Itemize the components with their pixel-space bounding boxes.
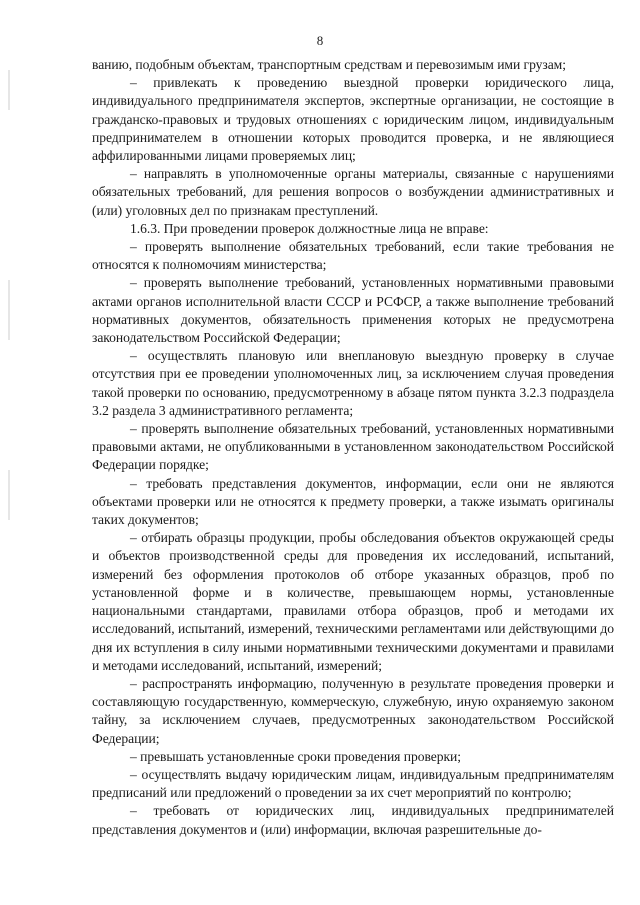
paragraph: – проверять выполнение требований, установленных нормативными правовыми актами органов исполнительной власти СССР и РСФСР, а также выполнение требований нормативных документов, обязательность применения которых не предусмотрена законодательством Российской Федерации; (92, 275, 614, 346)
scan-margin-artifact (8, 70, 10, 110)
scan-margin-artifact (8, 280, 10, 340)
paragraph: – привлекать к проведению выездной проверки юридического лица, индивидуального предпринимателя экспертов, экспертные организации, не состоящие в гражданско-правовых и трудовых отношениях с юридическим лицом, индивидуальным предпринимателем в отношении которых проводится проверка, и не являющиеся аффилированными лицами проверяемых лиц; (92, 75, 614, 164)
body-text (92, 56, 614, 839)
paragraph: – проверять выполнение обязательных требований, если такие требования не относятся к полномочиям министерства; (92, 239, 614, 273)
paragraph: – требовать от юридических лиц, индивидуальных предпринимателей представления документов и (или) информации, включая разрешительные до- (92, 803, 614, 837)
paragraph: ванию, подобным объектам, транспортным средствам и перевозимым ими грузам; (92, 57, 566, 72)
paragraph: – отбирать образцы продукции, пробы обследования объектов окружающей среды и объектов производственной среды для проведения их исследований, испытаний, измерений без оформления протоколов об отборе указанных образцов, проб по установленной форме и в количестве, превышающем нормы, установленные национальными стандартами, правилами отбора образцов, проб и методами их исследований, испытаний, измерений, техническими регламентами или действующими до дня их вступления в силу иными нормативными техническими документами и правилами и методами исследований, испытаний, измерений; (92, 530, 614, 673)
page-number: 8 (316, 33, 324, 48)
paragraph: – превышать установленные сроки проведения проверки; (130, 748, 461, 764)
scan-margin-artifact (8, 470, 10, 520)
paragraph: – направлять в уполномоченные органы материалы, связанные с нарушениями обязательных требований, для решения вопросов о возбуждении административных и (или) уголовных дел по признакам преступлений. (92, 166, 614, 218)
paragraph: – осуществлять выдачу юридическим лицам, индивидуальным предпринимателям предписаний или предложений о проведении за их счет мероприятий по контролю; (92, 766, 614, 801)
paragraph: – осуществлять плановую или внеплановую выездную проверку в случае отсутствия при ее проведении уполномоченных лиц, за исключением случая проведения такой проверки по основанию, предусмотренному в абзаце пятом пункта 3.2.3 подраздела 3.2 раздела 3 административного регламента; (92, 348, 614, 418)
paragraph: 1.6.3. При проведении проверок должностные лица не вправе: (130, 220, 489, 236)
paragraph: – требовать представления документов, информации, если они не являются объектами проверки или не относятся к предмету проверки, а также изымать оригиналы таких документов; (92, 475, 614, 528)
paragraph: – проверять выполнение обязательных требований, установленных нормативными правовыми актами, не опубликованными в установленном законодательством Российской Федерации порядке; (92, 421, 614, 473)
paragraph: – распространять информацию, полученную в результате проведения проверки и составляющую государственную, коммерческую, служебную, иную охраняемую законом тайну, за исключением случаев, предусмотренных законодательством Российской Федерации; (92, 675, 614, 746)
